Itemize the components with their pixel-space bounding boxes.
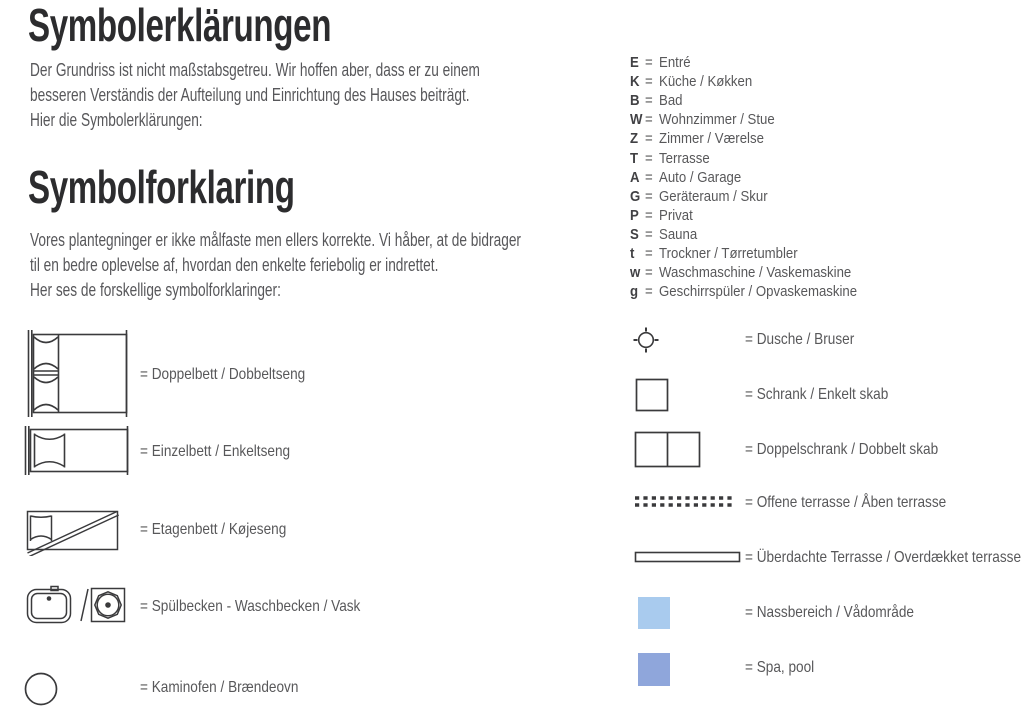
open-terrace-icon (634, 494, 736, 510)
room-code-row: w = Waschmaschine / Vaskemaskine (630, 264, 852, 282)
legend-label: = Offene terrasse / Åben terrasse (745, 494, 947, 511)
heading-danish: Symbolforklaring (28, 161, 295, 213)
intro-danish-line: Her ses de forskellige symbolforklaringer: (30, 280, 281, 300)
double-cabinet-icon (633, 430, 703, 470)
room-code: w (630, 264, 641, 282)
room-code-row: P = Privat (630, 206, 693, 224)
wet-area-swatch (638, 597, 670, 629)
legend-label: = Kaminofen / Brændeovn (140, 679, 299, 696)
single-bed-icon (20, 424, 135, 478)
room-code: Z (630, 130, 639, 148)
room-code-row: A = Auto / Garage (630, 168, 742, 186)
spa-pool-swatch (638, 653, 670, 686)
intro-german-line: Der Grundriss ist nicht maßstabsgetreu. Wir hoffen aber, dass er zu einem (30, 60, 480, 80)
room-code-row: g = Geschirrspüler / Opvaskemaskine (630, 283, 858, 301)
room-code: P (630, 206, 639, 224)
legend-label: = Einzelbett / Enkeltseng (140, 443, 291, 460)
room-code-row: B = Bad (630, 92, 683, 110)
room-code: S (630, 225, 639, 243)
room-code: t (630, 244, 635, 262)
intro-danish-line: til en bedre oplevelse af, hvordan den enkelte feriebolig er indrettet. (30, 255, 439, 275)
room-code-row: W = Wohnzimmer / Stue (630, 111, 775, 129)
room-code: A (630, 168, 640, 186)
double-bed-icon (22, 328, 132, 420)
legend-label: = Etagenbett / Køjeseng (140, 521, 287, 538)
room-code: W (630, 111, 643, 129)
room-code: K (630, 73, 640, 91)
room-code-row: K = Küche / Køkken (630, 73, 753, 91)
shower-icon (632, 326, 660, 354)
room-code-list (630, 53, 888, 301)
covered-terrace-icon (634, 550, 742, 564)
legend-label: = Dusche / Bruser (745, 331, 855, 348)
bunk-bed-icon (24, 508, 124, 556)
legend-label: = Nassbereich / Vådområde (745, 604, 914, 621)
room-code: g (630, 283, 639, 301)
room-code-row: S = Sauna (630, 225, 698, 243)
room-code: B (630, 92, 640, 110)
heading-german: Symbolerklärungen (28, 0, 332, 51)
legend-label: = Überdachte Terrasse / Overdækket terrasse (745, 549, 1022, 566)
room-code-row: t = Trockner / Tørretumbler (630, 244, 798, 262)
room-code-row: Z = Zimmer / Værelse (630, 130, 764, 148)
room-code-row: E = Entré (630, 54, 691, 72)
sink-basin-icon (24, 583, 129, 628)
legend-label: = Spa, pool (745, 659, 815, 676)
legend-label: = Schrank / Enkelt skab (745, 386, 889, 403)
intro-danish-line: Vores plantegninger er ikke målfaste men ellers korrekte. Vi håber, at de bidrager (30, 230, 521, 250)
legend-label: = Doppelschrank / Dobbelt skab (745, 441, 939, 458)
room-code: G (630, 187, 641, 205)
room-code: E (630, 54, 639, 72)
legend-label: = Doppelbett / Dobbeltseng (140, 366, 306, 383)
room-code-row: T = Terrasse (630, 149, 710, 167)
intro-german-line: besseren Verständis der Aufteilung und Einrichtung des Hauses beiträgt. (30, 85, 470, 105)
single-cabinet-icon (634, 377, 670, 413)
wood-stove-icon (23, 671, 59, 707)
intro-german-line: Hier die Symbolerklärungen: (30, 110, 203, 130)
room-code: T (630, 149, 639, 167)
legend-label: = Spülbecken - Waschbecken / Vask (140, 598, 361, 615)
room-code-row: G = Geräteraum / Skur (630, 187, 768, 205)
